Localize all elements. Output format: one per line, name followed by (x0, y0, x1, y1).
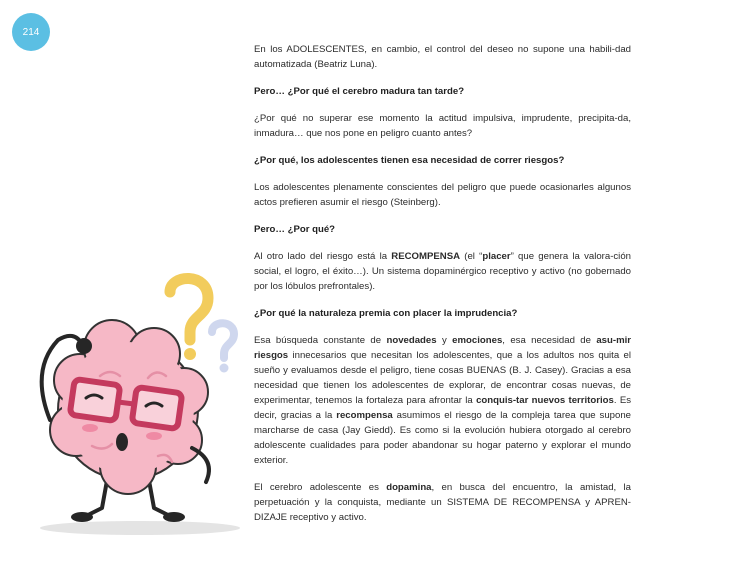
text-run: , esa necesidad de (502, 335, 597, 346)
body-paragraph (254, 480, 631, 525)
body-paragraph (254, 333, 631, 468)
emphasized-text: dopamina (386, 482, 432, 493)
page-number-badge (12, 13, 50, 51)
text-run: ¿Por qué no superar ese momento la actitud impulsiva, imprudente, precipita-da, inmadura… que nos pone en peligro cuanto antes? (254, 113, 631, 139)
body-paragraph (254, 180, 631, 210)
confused-brain-illustration (30, 270, 250, 545)
emphasized-text: RECOMPENSA (391, 251, 461, 262)
question-mark-icon (212, 323, 234, 372)
emphasized-text: conquis-tar nuevos territorios (476, 395, 614, 406)
text-run: Pero… ¿Por qué el cerebro madura tan tarde? (254, 86, 465, 97)
emphasized-text: recompensa (336, 410, 393, 421)
text-run: Pero… ¿Por qué? (254, 224, 336, 235)
question-heading (254, 222, 631, 237)
body-paragraph (254, 111, 631, 141)
question-heading (254, 306, 631, 321)
article-text-column (254, 42, 631, 537)
body-paragraph (254, 42, 631, 72)
question-heading (254, 84, 631, 99)
emphasized-text: asu-mir riesgos (254, 335, 631, 361)
text-run: ¿Por qué, los adolescentes tienen esa necesidad de correr riesgos? (254, 155, 565, 166)
emphasized-text: placer (482, 251, 511, 262)
body-paragraph (254, 249, 631, 294)
text-run: y (436, 335, 453, 346)
text-run: ” que genera la valora-ción social, el logro, el éxito…). Un sistema dopaminérgico receptivo y activo (no gobernado por los lóbulos prefrontales). (254, 251, 631, 292)
text-run: (el “ (460, 251, 483, 262)
text-run: innecesarios que necesitan los adolescentes, que a los adultos nos quita el sueño y evaluamos desde el peligro, tiene cosas BUENAS (B. J. Casey). Gracias a esa necesidad que tienen los adolescentes de explorar, de encontrar cosas nuevas, de experimentar, tenemos la fortaleza para afrontar la (254, 350, 631, 406)
text-run: asumimos el riesgo de la compleja tarea que supone marcharse de casa (Jay Giedd). Es como si la evolución hubiera otorgado al cerebro adolescente cualidades para poder abandonar su hogar paterno y explorar el mundo exterior. (254, 410, 631, 466)
emphasized-text: novedades (386, 335, 437, 346)
emphasized-text: emociones (452, 335, 503, 346)
page-number: 214 (22, 26, 40, 38)
question-heading (254, 153, 631, 168)
text-run: Esa búsqueda constante de (254, 335, 387, 346)
text-run: . Es decir, gracias a la (254, 395, 632, 421)
text-run: , en busca del encuentro, la amistad, la perpetuación y la conquista, mediante un SISTEMA DE RECOMPENSA y APREN-DIZAJE receptivo y activo. (254, 482, 631, 523)
text-run: Los adolescentes plenamente conscientes del peligro que puede ocasionarles algunos actos prefieren asumir el riesgo (Steinberg). (254, 182, 631, 208)
text-run: Al otro lado del riesgo está la (254, 251, 392, 262)
text-run: El cerebro adolescente es (254, 482, 387, 493)
text-run: En los ADOLESCENTES, en cambio, el control del deseo no supone una habili-dad automatizada (Beatriz Luna). (254, 44, 631, 70)
text-run: ¿Por qué la naturaleza premia con placer la imprudencia? (254, 308, 518, 319)
